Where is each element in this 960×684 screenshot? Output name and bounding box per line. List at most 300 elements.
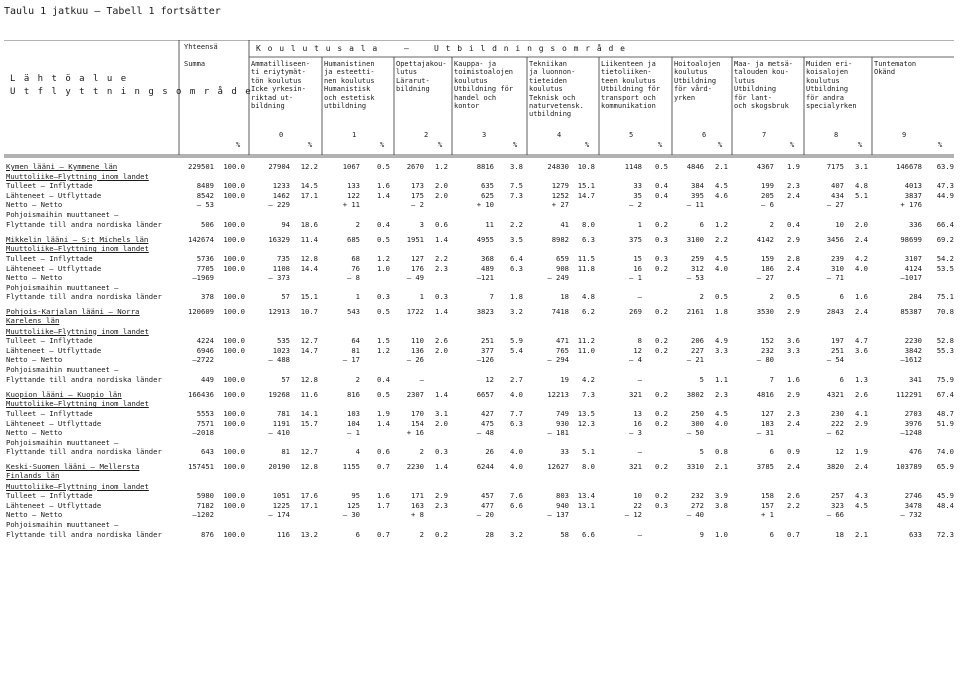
cell-value: 321 bbox=[629, 389, 642, 399]
cell-value: – bbox=[637, 447, 642, 457]
caption-dash: – bbox=[94, 6, 101, 17]
cell-percent: 5.1 bbox=[582, 447, 595, 457]
cell-value: – 410 bbox=[268, 428, 290, 438]
cell-percent: 3.8 bbox=[510, 162, 523, 171]
cell-value: 186 bbox=[761, 263, 774, 273]
cell-percent: 5.4 bbox=[510, 345, 523, 355]
column-group-3: Kauppa- ja toimistoalojen koulutus Utbildning för handel och kontor bbox=[454, 60, 514, 111]
cell-value: 98699 bbox=[900, 234, 922, 244]
cell-percent: 11.0 bbox=[577, 345, 595, 355]
cell-value: – 21 bbox=[686, 355, 704, 365]
cell-value: 18 bbox=[835, 529, 844, 539]
row-label: Netto – Netto bbox=[6, 355, 63, 365]
cell-percent: 3.1 bbox=[435, 408, 448, 418]
cell-value: 64 bbox=[351, 336, 360, 346]
cell-value: 125 bbox=[347, 500, 360, 510]
cell-percent: 100.0 bbox=[223, 345, 245, 355]
cell-value: 635 bbox=[481, 181, 494, 191]
cell-value: – 80 bbox=[756, 355, 774, 365]
cell-percent: 2.2 bbox=[435, 253, 448, 263]
cell-value: 1 bbox=[419, 292, 424, 302]
cell-percent: 14.7 bbox=[577, 190, 595, 200]
cell-value: 321 bbox=[629, 462, 642, 472]
cell-value: – 17 bbox=[342, 355, 360, 365]
cell-value: 3478 bbox=[904, 500, 922, 510]
cell-value: 4 bbox=[355, 447, 360, 457]
cell-percent: 12.7 bbox=[300, 336, 318, 346]
cell-value: – 54 bbox=[826, 355, 844, 365]
cell-percent: 6.3 bbox=[582, 234, 595, 244]
cell-percent: 6.3 bbox=[510, 263, 523, 273]
cell-percent: 100.0 bbox=[223, 408, 245, 418]
cell-percent: 52.8 bbox=[936, 336, 954, 346]
cell-value: 175 bbox=[411, 190, 424, 200]
cell-value: 336 bbox=[909, 219, 922, 229]
cell-percent: 3.6 bbox=[787, 336, 800, 346]
column-group-percent-0: % bbox=[308, 141, 313, 149]
cell-percent: 5.9 bbox=[510, 336, 523, 346]
cell-value: 341 bbox=[909, 374, 922, 384]
cell-percent: 4.5 bbox=[855, 500, 868, 510]
cell-percent: 1.7 bbox=[377, 500, 390, 510]
cell-value: 127 bbox=[411, 253, 424, 263]
cell-value: 427 bbox=[481, 408, 494, 418]
cell-value: 227 bbox=[691, 345, 704, 355]
cell-value: 816 bbox=[347, 389, 360, 399]
cell-value: 104 bbox=[347, 418, 360, 428]
cell-percent: 1.9 bbox=[787, 162, 800, 171]
cell-percent: 1.6 bbox=[377, 491, 390, 501]
cell-value: 4013 bbox=[904, 181, 922, 191]
cell-value: 7175 bbox=[826, 162, 844, 171]
region-title: Pohjois-Karjalan lääni – Norra Karelens län bbox=[6, 307, 140, 326]
cell-percent: 1.6 bbox=[787, 374, 800, 384]
cell-value: 781 bbox=[277, 408, 290, 418]
cell-percent: 3.1 bbox=[855, 162, 868, 171]
column-group-0: Ammatilliseen- ti eriytymät- tön koulutus Icke yrkesin- riktad ut- bildning bbox=[251, 60, 311, 111]
cell-percent: 4.5 bbox=[715, 181, 728, 191]
cell-percent: 2.4 bbox=[787, 418, 800, 428]
cell-value: 199 bbox=[761, 181, 774, 191]
cell-value: 19 bbox=[560, 374, 569, 384]
cell-percent: 3.2 bbox=[510, 529, 523, 539]
header-total-fi: Yhteensä bbox=[184, 43, 218, 51]
cell-percent: 4.1 bbox=[855, 408, 868, 418]
cell-value: 120609 bbox=[188, 307, 214, 317]
cell-percent: 47.3 bbox=[936, 181, 954, 191]
cell-percent: 1.2 bbox=[435, 162, 448, 171]
cell-value: – bbox=[419, 374, 424, 384]
cell-value: 272 bbox=[691, 500, 704, 510]
cell-percent: 7.6 bbox=[510, 491, 523, 501]
cell-value: 395 bbox=[691, 190, 704, 200]
cell-value: 749 bbox=[556, 408, 569, 418]
cell-percent: 100.0 bbox=[223, 418, 245, 428]
column-group-9: Tuntematon Okänd bbox=[874, 60, 917, 77]
row-label: Pohjoismaihin muuttaneet – bbox=[6, 282, 119, 292]
cell-value: 159 bbox=[761, 253, 774, 263]
cell-value: 2 bbox=[419, 529, 424, 539]
cell-percent: 100.0 bbox=[223, 529, 245, 539]
cell-value: 103789 bbox=[896, 462, 922, 472]
cell-percent: 55.3 bbox=[936, 345, 954, 355]
cell-percent: 51.9 bbox=[936, 418, 954, 428]
cell-value: – 1 bbox=[629, 273, 642, 283]
cell-percent: 2.9 bbox=[787, 234, 800, 244]
cell-percent: 2.4 bbox=[787, 263, 800, 273]
cell-value: 2230 bbox=[904, 336, 922, 346]
cell-value: – 11 bbox=[686, 200, 704, 210]
cell-percent: 18.6 bbox=[300, 219, 318, 229]
cell-value: 1191 bbox=[272, 418, 290, 428]
cell-value: 170 bbox=[411, 408, 424, 418]
cell-value: 475 bbox=[481, 418, 494, 428]
cell-value: 251 bbox=[831, 345, 844, 355]
cell-percent: 2.2 bbox=[510, 219, 523, 229]
cell-value: – 20 bbox=[476, 510, 494, 520]
cell-value: 173 bbox=[411, 181, 424, 191]
cell-value: 116 bbox=[277, 529, 290, 539]
cell-value: 3785 bbox=[756, 462, 774, 472]
cell-value: 471 bbox=[556, 336, 569, 346]
cell-percent: 12.8 bbox=[300, 253, 318, 263]
cell-value: 4224 bbox=[196, 336, 214, 346]
cell-value: 94 bbox=[281, 219, 290, 229]
cell-value: – 1 bbox=[347, 428, 360, 438]
cell-percent: 1.4 bbox=[435, 462, 448, 472]
cell-value: 1951 bbox=[406, 234, 424, 244]
cell-value: 633 bbox=[909, 529, 922, 539]
cell-percent: 0.5 bbox=[377, 389, 390, 399]
cell-percent: 4.2 bbox=[855, 253, 868, 263]
cell-value: 1462 bbox=[272, 190, 290, 200]
cell-percent: 7.5 bbox=[510, 181, 523, 191]
cell-percent: 1.1 bbox=[715, 374, 728, 384]
cell-value: 6 bbox=[839, 292, 844, 302]
cell-percent: 48.7 bbox=[936, 408, 954, 418]
cell-percent: 1.0 bbox=[377, 263, 390, 273]
cell-percent: 2.4 bbox=[855, 462, 868, 472]
cell-value: – 488 bbox=[268, 355, 290, 365]
cell-value: 5553 bbox=[196, 408, 214, 418]
cell-percent: 100.0 bbox=[223, 219, 245, 229]
cell-value: 12 bbox=[835, 447, 844, 457]
cell-percent: 11.8 bbox=[577, 263, 595, 273]
cell-value: 16329 bbox=[268, 234, 290, 244]
cell-value: 7571 bbox=[196, 418, 214, 428]
cell-percent: 2.0 bbox=[435, 181, 448, 191]
cell-value: – 249 bbox=[547, 273, 569, 283]
cell-value: 3976 bbox=[904, 418, 922, 428]
cell-percent: 1.2 bbox=[377, 253, 390, 263]
cell-percent: 0.5 bbox=[377, 307, 390, 317]
column-group-number-8: 8 bbox=[834, 131, 839, 139]
cell-value: –1202 bbox=[192, 510, 214, 520]
row-label: Muuttoliike–Flyttning inom landet bbox=[6, 171, 149, 181]
cell-value: 152 bbox=[761, 336, 774, 346]
cell-value: 4142 bbox=[756, 234, 774, 244]
cell-value: 1 bbox=[637, 219, 642, 229]
cell-value: – 2 bbox=[629, 200, 642, 210]
cell-value: 146678 bbox=[896, 162, 922, 171]
cell-percent: 0.4 bbox=[655, 190, 668, 200]
cell-percent: 15.7 bbox=[300, 418, 318, 428]
cell-percent: 14.7 bbox=[300, 345, 318, 355]
column-group-number-0: 0 bbox=[279, 131, 284, 139]
cell-value: + 27 bbox=[551, 200, 569, 210]
cell-value: 4321 bbox=[826, 389, 844, 399]
cell-value: 3 bbox=[419, 219, 424, 229]
row-label: Muuttoliike–Flyttning inom landet bbox=[6, 399, 149, 409]
cell-value: 477 bbox=[481, 500, 494, 510]
row-label: Lähteneet – Utflyttade bbox=[6, 500, 102, 510]
column-group-4: Tekniikan ja luonnon- tieteiden koulutus Teknisk och naturvetensk. utbildning bbox=[529, 60, 584, 119]
cell-value: 5 bbox=[699, 447, 704, 457]
cell-value: 57 bbox=[281, 374, 290, 384]
cell-percent: 3.2 bbox=[510, 307, 523, 317]
cell-percent: 0.2 bbox=[655, 389, 668, 399]
cell-value: 20190 bbox=[268, 462, 290, 472]
cell-percent: 13.5 bbox=[577, 408, 595, 418]
cell-value: 2 bbox=[355, 374, 360, 384]
cell-value: –1612 bbox=[900, 355, 922, 365]
cell-value: 535 bbox=[277, 336, 290, 346]
cell-value: – 53 bbox=[686, 273, 704, 283]
cell-percent: 4.8 bbox=[582, 292, 595, 302]
cell-value: – 40 bbox=[686, 510, 704, 520]
cell-value: 176 bbox=[411, 263, 424, 273]
cell-percent: 1.6 bbox=[377, 181, 390, 191]
cell-percent: 2.4 bbox=[855, 234, 868, 244]
cell-value: 940 bbox=[556, 500, 569, 510]
column-group-5: Liikenteen ja tietoliiken- teen koulutus Utbildning för transport och kommunikation bbox=[601, 60, 661, 111]
cell-value: 384 bbox=[691, 181, 704, 191]
region-title: Mikkelin lääni – S:t Michels län bbox=[6, 234, 149, 244]
cell-percent: 100.0 bbox=[223, 374, 245, 384]
cell-value: 57 bbox=[281, 292, 290, 302]
cell-value: 1023 bbox=[272, 345, 290, 355]
column-group-number-6: 6 bbox=[702, 131, 707, 139]
cell-value: 1108 bbox=[272, 263, 290, 273]
cell-percent: 100.0 bbox=[223, 500, 245, 510]
cell-value: 154 bbox=[411, 418, 424, 428]
cell-value: 368 bbox=[481, 253, 494, 263]
cell-percent: 2.4 bbox=[787, 190, 800, 200]
row-label: Lähteneet – Utflyttade bbox=[6, 263, 102, 273]
cell-percent: 14.5 bbox=[300, 181, 318, 191]
cell-value: 735 bbox=[277, 253, 290, 263]
cell-percent: 14.1 bbox=[300, 408, 318, 418]
column-group-percent-6: % bbox=[718, 141, 723, 149]
cell-value: + 16 bbox=[406, 428, 424, 438]
column-group-number-3: 3 bbox=[482, 131, 487, 139]
cell-percent: 100.0 bbox=[223, 181, 245, 191]
cell-value: 68 bbox=[351, 253, 360, 263]
cell-percent: 1.9 bbox=[377, 408, 390, 418]
cell-value: –1248 bbox=[900, 428, 922, 438]
cell-value: 206 bbox=[691, 336, 704, 346]
cell-percent: 1.8 bbox=[715, 307, 728, 317]
cell-percent: 2.3 bbox=[787, 181, 800, 191]
cell-value: 171 bbox=[411, 491, 424, 501]
column-group-percent-1: % bbox=[380, 141, 385, 149]
cell-percent: 1.0 bbox=[715, 529, 728, 539]
cell-value: 2 bbox=[419, 447, 424, 457]
cell-value: 2703 bbox=[904, 408, 922, 418]
cell-value: 685 bbox=[347, 234, 360, 244]
cell-value: 15 bbox=[633, 253, 642, 263]
cell-value: 110 bbox=[411, 336, 424, 346]
row-label: Tulleet – Inflyttade bbox=[6, 181, 93, 191]
cell-percent: 8.0 bbox=[582, 219, 595, 229]
cell-percent: 4.0 bbox=[855, 263, 868, 273]
cell-percent: 4.8 bbox=[855, 181, 868, 191]
cell-value: – 50 bbox=[686, 428, 704, 438]
cell-percent: 100.0 bbox=[223, 263, 245, 273]
cell-value: 7418 bbox=[551, 307, 569, 317]
cell-value: 1722 bbox=[406, 307, 424, 317]
cell-value: 377 bbox=[481, 345, 494, 355]
cell-value: 250 bbox=[691, 408, 704, 418]
cell-value: 3100 bbox=[686, 234, 704, 244]
cell-value: 251 bbox=[481, 336, 494, 346]
cell-value: 1 bbox=[355, 292, 360, 302]
cell-percent: 0.2 bbox=[655, 219, 668, 229]
cell-percent: 2.7 bbox=[510, 374, 523, 384]
cell-percent: 6.4 bbox=[510, 253, 523, 263]
cell-value: 232 bbox=[691, 491, 704, 501]
cell-percent: 0.3 bbox=[435, 292, 448, 302]
row-label: Netto – Netto bbox=[6, 428, 63, 438]
cell-percent: 6.6 bbox=[582, 529, 595, 539]
cell-percent: 100.0 bbox=[223, 162, 245, 171]
cell-percent: 2.9 bbox=[787, 389, 800, 399]
cell-value: – 3 bbox=[629, 428, 642, 438]
cell-percent: 1.6 bbox=[855, 292, 868, 302]
cell-value: + 176 bbox=[900, 200, 922, 210]
cell-value: – 27 bbox=[826, 200, 844, 210]
cell-percent: 0.7 bbox=[787, 529, 800, 539]
column-group-percent-8: % bbox=[858, 141, 863, 149]
cell-percent: 1.3 bbox=[855, 374, 868, 384]
cell-value: 5 bbox=[699, 374, 704, 384]
cell-percent: 17.1 bbox=[300, 500, 318, 510]
cell-value: 2843 bbox=[826, 307, 844, 317]
cell-percent: 3.3 bbox=[787, 345, 800, 355]
cell-value: 543 bbox=[347, 307, 360, 317]
cell-value: 6244 bbox=[476, 462, 494, 472]
cell-value: 229501 bbox=[188, 162, 214, 171]
cell-value: 476 bbox=[909, 447, 922, 457]
cell-percent: 4.2 bbox=[582, 374, 595, 384]
cell-value: + 1 bbox=[761, 510, 774, 520]
cell-value: 2307 bbox=[406, 389, 424, 399]
cell-value: 1051 bbox=[272, 491, 290, 501]
cell-value: 7182 bbox=[196, 500, 214, 510]
cell-value: 643 bbox=[201, 447, 214, 457]
row-label: Pohjoismaihin muuttaneet – bbox=[6, 365, 119, 374]
cell-percent: 11.5 bbox=[577, 253, 595, 263]
cell-percent: 0.4 bbox=[377, 374, 390, 384]
column-group-number-5: 5 bbox=[629, 131, 634, 139]
cell-value: – 71 bbox=[826, 273, 844, 283]
statistics-table bbox=[4, 40, 954, 640]
cell-percent: 4.5 bbox=[715, 253, 728, 263]
cell-value: 257 bbox=[831, 491, 844, 501]
cell-percent: 67.4 bbox=[936, 389, 954, 399]
cell-percent: 0.2 bbox=[655, 462, 668, 472]
cell-percent: 72.3 bbox=[936, 529, 954, 539]
row-label: Flyttande till andra nordiska länder bbox=[6, 374, 162, 384]
cell-value: 85387 bbox=[900, 307, 922, 317]
cell-value: 6 bbox=[769, 447, 774, 457]
cell-value: 2161 bbox=[686, 307, 704, 317]
cell-value: 2670 bbox=[406, 162, 424, 171]
cell-percent: 2.6 bbox=[855, 389, 868, 399]
cell-value: 27904 bbox=[268, 162, 290, 171]
cell-value: –121 bbox=[476, 273, 494, 283]
cell-percent: 2.1 bbox=[855, 529, 868, 539]
cell-value: 142674 bbox=[188, 234, 214, 244]
cell-value: 3456 bbox=[826, 234, 844, 244]
cell-value: 166436 bbox=[188, 389, 214, 399]
cell-value: 2 bbox=[769, 219, 774, 229]
cell-percent: 2.9 bbox=[855, 418, 868, 428]
cell-value: 3823 bbox=[476, 307, 494, 317]
cell-value: 6 bbox=[769, 529, 774, 539]
cell-percent: 0.7 bbox=[377, 462, 390, 472]
column-group-2: Opettajakou- lutus Lärarut- bildning bbox=[396, 60, 447, 94]
cell-value: 28 bbox=[485, 529, 494, 539]
column-group-number-4: 4 bbox=[557, 131, 562, 139]
cell-value: 6 bbox=[699, 219, 704, 229]
header-edu-dash: – bbox=[404, 44, 409, 53]
cell-value: 197 bbox=[831, 336, 844, 346]
cell-value: 3802 bbox=[686, 389, 704, 399]
cell-percent: 0.4 bbox=[787, 219, 800, 229]
cell-percent: 100.0 bbox=[223, 234, 245, 244]
column-group-number-7: 7 bbox=[762, 131, 767, 139]
cell-value: 7705 bbox=[196, 263, 214, 273]
cell-value: –2722 bbox=[192, 355, 214, 365]
cell-value: 876 bbox=[201, 529, 214, 539]
row-label: Tulleet – Inflyttade bbox=[6, 336, 93, 346]
cell-percent: 2.3 bbox=[435, 500, 448, 510]
cell-percent: 0.5 bbox=[655, 162, 668, 171]
cell-value: 12213 bbox=[547, 389, 569, 399]
cell-value: 8 bbox=[637, 336, 642, 346]
cell-value: – 30 bbox=[342, 510, 360, 520]
cell-value: – 26 bbox=[406, 355, 424, 365]
cell-percent: 100.0 bbox=[223, 307, 245, 317]
cell-value: – 48 bbox=[476, 428, 494, 438]
cell-percent: 4.3 bbox=[855, 491, 868, 501]
cell-percent: 3.9 bbox=[715, 491, 728, 501]
cell-percent: 2.0 bbox=[435, 190, 448, 200]
cell-percent: 100.0 bbox=[223, 253, 245, 263]
row-label: Muuttoliike–Flyttning inom landet bbox=[6, 326, 149, 336]
cell-value: 222 bbox=[831, 418, 844, 428]
cell-value: 3310 bbox=[686, 462, 704, 472]
cell-percent: 15.1 bbox=[577, 181, 595, 191]
region-title: Kuopion lääni – Kuopio län bbox=[6, 389, 122, 399]
cell-percent: 2.1 bbox=[715, 462, 728, 472]
cell-value: 81 bbox=[351, 345, 360, 355]
cell-percent: 13.1 bbox=[577, 500, 595, 510]
row-label: Flyttande till andra nordiska länder bbox=[6, 447, 162, 457]
cell-percent: 100.0 bbox=[223, 389, 245, 399]
cell-value: 375 bbox=[629, 234, 642, 244]
